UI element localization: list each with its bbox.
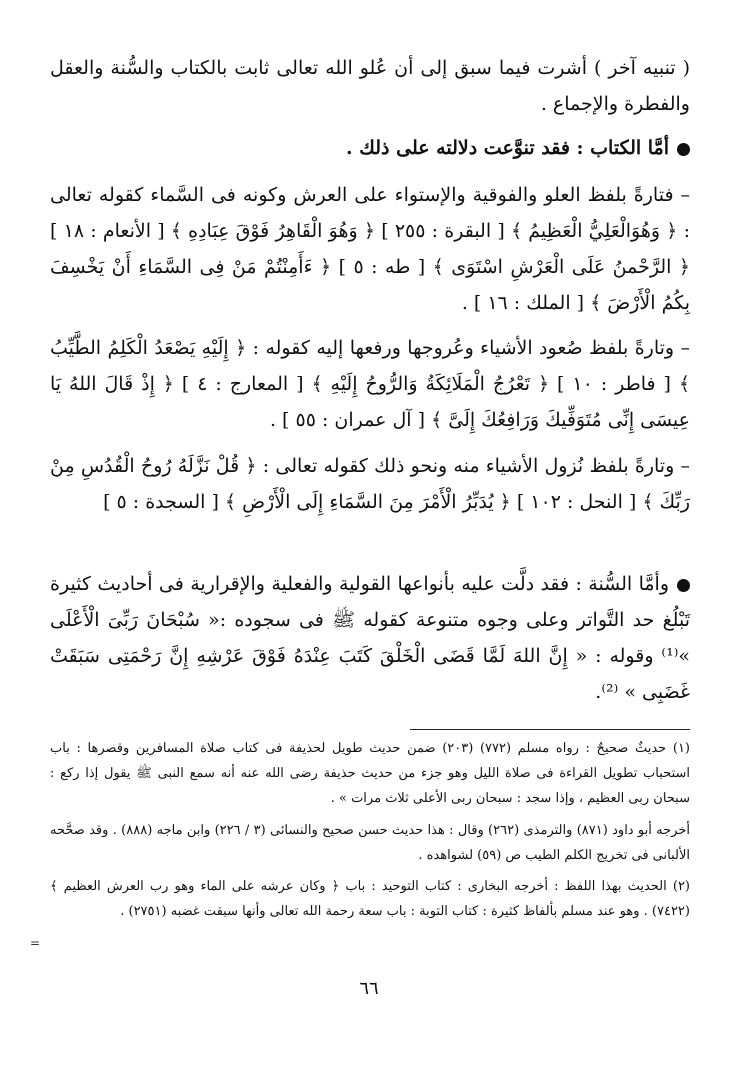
paragraph-elevation (50, 177, 690, 321)
sunnah-text: وأمَّا السُّنة : فقد دلَّت عليه بأنواعها القولية والفعلية والإقرارية فى أحاديث كثيرة تَبْلُغ حد التَّواتر وعلى وجوه متنوعة كقوله ﷺ فى سجوده :« سُبْحَانَ رَبِّىَ الْأَعْلَى »⁽¹⁾ وقوله : « إِنَّ اللهَ لَمَّا قَضَى الْخَلْقَ كَتَبَ عِنْدَهُ فَوْقَ عَرْشِهِ إِنَّ رَحْمَتِى سَبَقَتْ غَضَبِى » ⁽²⁾. (50, 573, 690, 703)
paragraph-ascent (50, 330, 690, 438)
ascent-text: – وتارةً بلفظ صُعود الأشياء وعُروجها ورفعها إليه كقوله : ﴿ إِلَيْهِ يَصْعَدُ الْكَلِمُ الطَّيِّبُ ﴾ [ فاطر : ١٠ ] ﴿ تَعْرُجُ الْمَلَائِكَةُ وَالرُّوحُ إِلَيْهِ ﴾ [ المعارج : ٤ ] ﴿ إِذْ قَالَ اللهُ يَا عِيسَى إِنِّى مُتَوَفِّيكَ وَرَافِعُكَ إِلَىَّ ﴾ [ آل عمران : ٥٥ ] . (50, 337, 690, 431)
footnote-2 (50, 874, 690, 924)
paragraph-sunnah (50, 566, 690, 710)
paragraph-note (50, 50, 690, 122)
descent-text: – وتارةً بلفظ نُزول الأشياء منه ونحو ذلك كقوله تعالى : ﴿ قُلْ نَزَّلَهُ رُوحُ الْقُدُسِ مِنْ رَبِّكَ ﴾ [ النحل : ١٠٢ ] ﴿ يُدَبِّرُ الْأَمْرَ مِنَ السَّمَاءِ إِلَى الْأَرْضِ ﴾ [ السجدة : ٥ ] (50, 455, 690, 513)
paragraph-descent (50, 448, 690, 520)
footnote-1-continued-text: أخرجه أبو داود (٨٧١) والترمذى (٢٦٢) وقال : هذا حديث حسن صحيح والنسائى (٣ / ٢٢٦) وابن ماجه (٨٨٨) . وقد صحَّحه الألبانى فى تخريج الكلم الطيب ص (٥٩) لشواهده . (50, 823, 690, 863)
footnote-divider (410, 729, 690, 730)
bullet-icon (677, 579, 690, 592)
page-number: ٦٦ (359, 978, 379, 999)
footnote-1 (50, 736, 690, 811)
margin-mark: = (30, 936, 41, 950)
footnote-1-text: (١) حديثٌ صحيحٌ : رواه مسلم (٧٧٢) (٢٠٣) ضمن حديث طويل لحذيفة فى كتاب صلاة المسافرين وقصرها : باب استحباب تطويل القراءة فى صلاة الليل وهو جزء من حديث حذيفة رضى الله عنه أنه سمع النبى ﷺ يقول إذا ركع : سبحان ربى العظيم ، وإذا سجد : سبحان ربى الأعلى ثلاث مرات » . (50, 741, 690, 806)
paragraph-book-heading (50, 130, 690, 166)
elevation-text: – فتارةً بلفظ العلو والفوقية والإستواء على العرش وكونه فى السَّماء كقوله تعالى : ﴿ وَهُوَالْعَلِيُّ الْعَظِيمُ ﴾ [ البقرة : ٢٥٥ ] ﴿ وَهُوَ الْقَاهِرُ فَوْقَ عِبَادِهِ ﴾ [ الأنعام : ١٨ ] ﴿ الرَّحْمنُ عَلَى الْعَرْشِ اسْتَوَى ﴾ [ طه : ٥ ] ﴿ ءَأَمِنْتُمْ مَنْ فِى السَّمَاءِ أَنْ يَخْسِفَ بِكُمُ الْأَرْضَ ﴾ [ الملك : ١٦ ] . (50, 184, 691, 314)
footnote-2-text: (٢) الحديث بهذا اللفظ : أخرجه البخارى : كتاب التوحيد : باب ﴿ وكان عرشه على الماء وهو رب العرش العظيم ﴾ (٧٤٢٢) . وهو عند مسلم بألفاظ كثيرة : كتاب التوبة : باب سعة رحمة الله تعالى وأنها سبقت غضبه (٢٧٥١) . (50, 879, 690, 919)
footnote-1-continued (50, 818, 690, 868)
book-heading-text: أمَّا الكتاب : فقد تنوَّعت دلالته على ذلك . (346, 137, 669, 159)
bullet-icon (677, 143, 690, 156)
note-text: ( تنبيه آخر ) أشرت فيما سبق إلى أن عُلو الله تعالى ثابت بالكتاب والسُّنة والعقل والفطرة والإجماع . (50, 57, 690, 115)
